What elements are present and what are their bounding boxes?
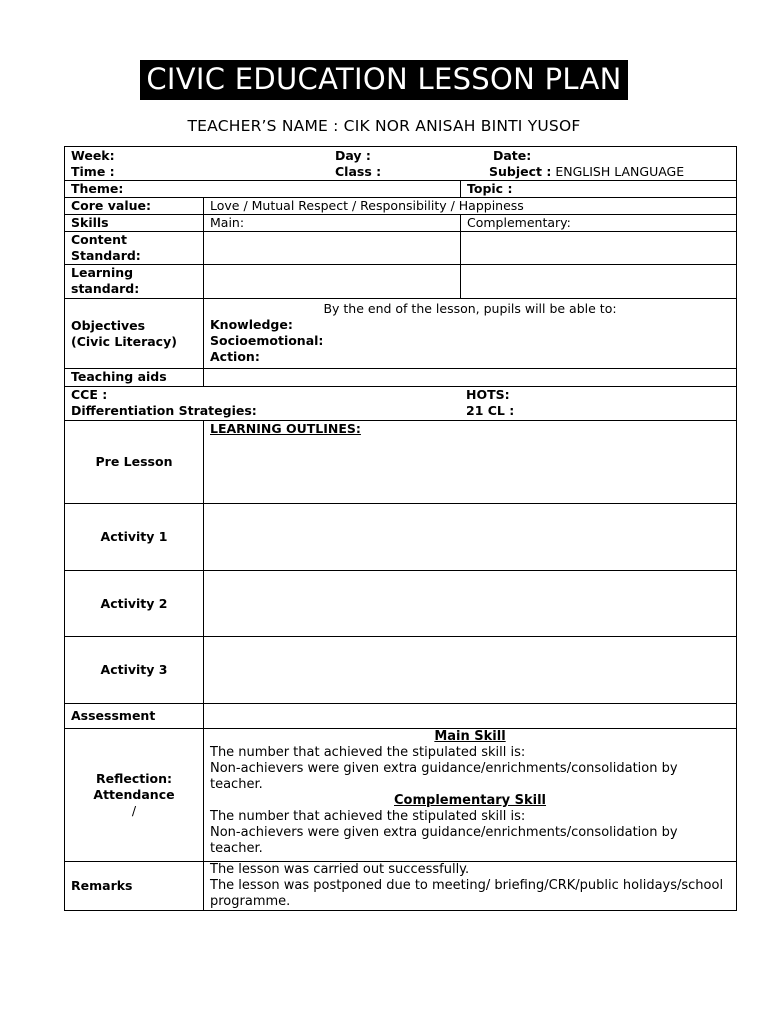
content-standard-comp <box>461 232 737 265</box>
assessment-content <box>204 704 737 729</box>
teaching-aids-label: Teaching aids <box>65 369 204 387</box>
reflection-label <box>65 729 204 862</box>
skills-row <box>65 215 737 232</box>
teaching-aids-value <box>204 369 737 387</box>
activity-2-label: Activity 2 <box>65 571 204 637</box>
week-label: Week: <box>71 148 115 163</box>
learning-standard-main <box>204 265 461 299</box>
remarks-line-2: The lesson was postponed due to meeting/ briefing/CRK/public holidays/school programme. <box>210 878 724 909</box>
content-standard-main <box>204 232 461 265</box>
learning-standard-comp <box>461 265 737 299</box>
activity-3-content <box>204 637 737 704</box>
learning-outlines-heading: LEARNING OUTLINES: <box>210 421 361 436</box>
objectives-content <box>204 299 737 369</box>
subject-label: Subject : <box>489 164 552 179</box>
class-label: Class : <box>335 164 382 179</box>
teaching-aids-row <box>65 369 737 387</box>
complementary-skill-non-achievers: Non-achievers were given extra guidance/enrichments/consolidation by teacher. <box>210 825 678 856</box>
pre-lesson-row <box>65 421 737 504</box>
objectives-label <box>65 299 204 369</box>
skills-complementary: Complementary: <box>461 215 737 232</box>
activity-3-row <box>65 637 737 704</box>
remarks-content <box>204 862 737 911</box>
objectives-label-1: Objectives <box>71 317 146 333</box>
core-value-label: Core value: <box>65 198 204 215</box>
title-wrap <box>0 60 768 100</box>
date-label: Date: <box>493 148 532 163</box>
hots-label: HOTS: <box>466 387 510 402</box>
core-value-text: Love / Mutual Respect / Responsibility / Happiness <box>204 198 737 215</box>
main-skill-heading: Main Skill <box>434 729 506 744</box>
differentiation-label: Differentiation Strategies: <box>71 403 257 418</box>
content-standard-row <box>65 232 737 265</box>
remarks-line-1: The lesson was carried out successfully. <box>210 862 470 877</box>
skills-main: Main: <box>204 215 461 232</box>
main-skill-non-achievers: Non-achievers were given extra guidance/enrichments/consolidation by teacher. <box>210 761 678 792</box>
lesson-plan-table <box>64 146 737 911</box>
pre-lesson-label: Pre Lesson <box>65 421 204 504</box>
skills-label: Skills <box>65 215 204 232</box>
activity-1-row <box>65 504 737 571</box>
remarks-row <box>65 862 737 911</box>
reflection-row <box>65 729 737 862</box>
complementary-skill-achieved: The number that achieved the stipulated skill is: <box>210 809 526 824</box>
cl21-label: 21 CL : <box>466 403 515 418</box>
objectives-label-2: (Civic Literacy) <box>71 333 177 349</box>
objectives-row <box>65 299 737 369</box>
activity-3-label: Activity 3 <box>65 637 204 704</box>
activity-2-content <box>204 571 737 637</box>
page-title: CIVIC EDUCATION LESSON PLAN <box>140 60 627 100</box>
teacher-name: TEACHER’S NAME : CIK NOR ANISAH BINTI YUSOF <box>187 117 581 135</box>
cce-label: CCE : <box>71 387 108 402</box>
content-standard-label: Content Standard: <box>65 232 204 265</box>
activity-1-label: Activity 1 <box>65 504 204 571</box>
time-label: Time : <box>71 164 115 179</box>
reflection-label-3: / <box>131 803 137 818</box>
objectives-intro: By the end of the lesson, pupils will be able to: <box>323 301 617 316</box>
subject-value: ENGLISH LANGUAGE <box>551 164 685 179</box>
objective-action: Action: <box>210 349 260 364</box>
pre-lesson-content <box>204 421 737 504</box>
topic-label: Topic : <box>461 181 737 198</box>
objective-socioemotional: Socioemotional: <box>210 333 324 348</box>
assessment-label: Assessment <box>65 704 204 729</box>
reflection-label-1: Reflection: <box>95 771 172 786</box>
main-skill-achieved: The number that achieved the stipulated skill is: <box>210 745 526 760</box>
activity-1-content <box>204 504 737 571</box>
reflection-content <box>204 729 737 862</box>
complementary-skill-heading: Complementary Skill <box>394 793 547 808</box>
reflection-label-2: Attendance <box>93 787 175 802</box>
activity-2-row <box>65 571 737 637</box>
remarks-label: Remarks <box>65 862 204 911</box>
assessment-row <box>65 704 737 729</box>
core-value-row <box>65 198 737 215</box>
objective-knowledge: Knowledge: <box>210 317 293 332</box>
day-label: Day : <box>335 148 371 163</box>
learning-standard-label: Learning standard: <box>65 265 204 299</box>
theme-row <box>65 181 737 198</box>
learning-standard-row <box>65 265 737 299</box>
cce-row <box>65 387 737 421</box>
header-row <box>65 147 737 181</box>
theme-label: Theme: <box>65 181 461 198</box>
